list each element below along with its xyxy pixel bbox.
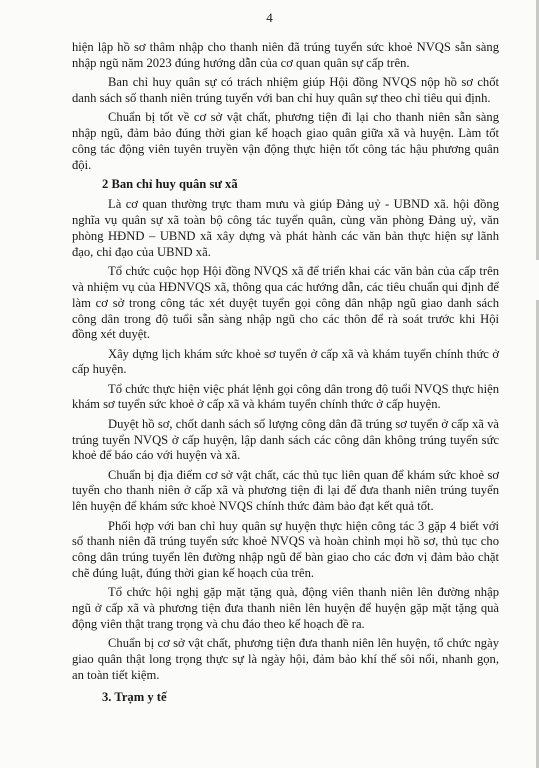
paragraph: Phối hợp với ban chỉ huy quân sự huyện thực hiện công tác 3 gặp 4 biết với số thanh niên đã trúng tuyển sức khoẻ NVQS và hoàn chỉnh mọi hồ sơ, thủ tục cho công dân trúng tuyển lên đường nhập ngũ để bàn giao cho các đơn vị đảm bảo chặt chẽ đúng luật, đúng thời gian kế hoạch của trên. bbox=[72, 518, 499, 581]
paragraph: Chuẩn bị tốt về cơ sở vật chất, phương tiện đi lại cho thanh niên sẵn sàng nhập ngũ, đảm bảo đúng thời gian kế hoạch giao quân giữa xã và huyện. Làm tốt công tác động viên tuyên truyền vận động thực hiện tốt công tác hậu phương quân đội. bbox=[72, 110, 499, 172]
paragraph: Là cơ quan thường trực tham mưu và giúp Đảng uỷ - UBND xã. hội đồng nghĩa vụ quân sự xã toàn bộ công tác tuyển quân, cùng văn phòng Đảng uỷ, văn phòng HĐND – UBND xã xây dựng và phát hành các văn bản thực hiện sự lãnh đạo, chỉ đạo của UBND xã. bbox=[72, 196, 499, 259]
paragraph: Tổ chức hội nghị gặp mặt tặng quà, động viên thanh niên lên đường nhập ngũ ở cấp xã và phương tiện đưa thanh niên lên huyện để huyện gặp mặt tặng quà động viên thật trang trọng và chu đáo theo kế hoạch đề ra. bbox=[72, 585, 499, 632]
paragraph: Tổ chức cuộc họp Hội đồng NVQS xã để triển khai các văn bản của cấp trên và nhiệm vụ của HĐNVQS xã, thông qua các hướng dẫn, các tiêu chuẩn qui định để làm cơ sở trong công tác xét duyệt tuyển gọi công dân nhập ngũ giao danh sách công dân trong độ tuổi sẵn sàng nhập ngũ cho các thôn để rà soát trước khi Hội đồng xét duyệt. bbox=[72, 263, 499, 342]
paragraph: Chuẩn bị địa điểm cơ sở vật chất, các thủ tục liên quan để khám sức khoẻ sơ tuyển cho thanh niên ở cấp xã và phương tiện đi lại để đưa thanh niên trúng tuyển lên huyện để khám sức khoẻ NVQS chính thức đảm bảo đạt kết quả tốt. bbox=[72, 467, 499, 514]
paragraph: Ban chỉ huy quân sự có trách nhiệm giúp Hội đồng NVQS nộp hồ sơ chốt danh sách số thanh niên trúng tuyển với ban chỉ huy quân sự theo chỉ tiêu qui định. bbox=[72, 75, 499, 105]
paragraph: hiện lập hồ sơ thâm nhập cho thanh niên đã trúng tuyển sức khoẻ NVQS sẵn sàng nhập ngũ năm 2023 đúng hướng dẫn của cơ quan quân sự cấp trên. bbox=[72, 40, 499, 70]
paragraph: Tổ chức thực hiện việc phát lệnh gọi công dân trong độ tuổi NVQS thực hiện khám sơ tuyển sức khoẻ ở cấp xã và khám tuyển chính thức ở cấp huyện. bbox=[72, 381, 499, 412]
paragraph: Chuẩn bị cơ sở vật chất, phương tiện đưa thanh niên lên huyện, tổ chức ngày giao quân thật long trọng thực sự là ngày hội, đảm bảo khí thế sôi nổi, nhanh gọn, an toàn tiết kiệm. bbox=[72, 636, 499, 683]
section-heading: 2 Ban chỉ huy quân sư xã bbox=[102, 176, 238, 191]
paragraph: Duyệt hồ sơ, chốt danh sách số lượng công dân đã trúng sơ tuyển ở cấp xã và trúng tuyển NVQS ở cấp huyện, lập danh sách các công dân không trúng tuyển sức khoẻ để báo cáo với huyện và xã. bbox=[72, 416, 499, 463]
section-heading: 3. Trạm y tế bbox=[102, 690, 167, 705]
page-number: 4 bbox=[266, 10, 273, 25]
paragraph: Xây dựng lịch khám sức khoẻ sơ tuyển ở cấp xã và khám tuyển chính thức ở cấp huyện. bbox=[72, 346, 499, 377]
